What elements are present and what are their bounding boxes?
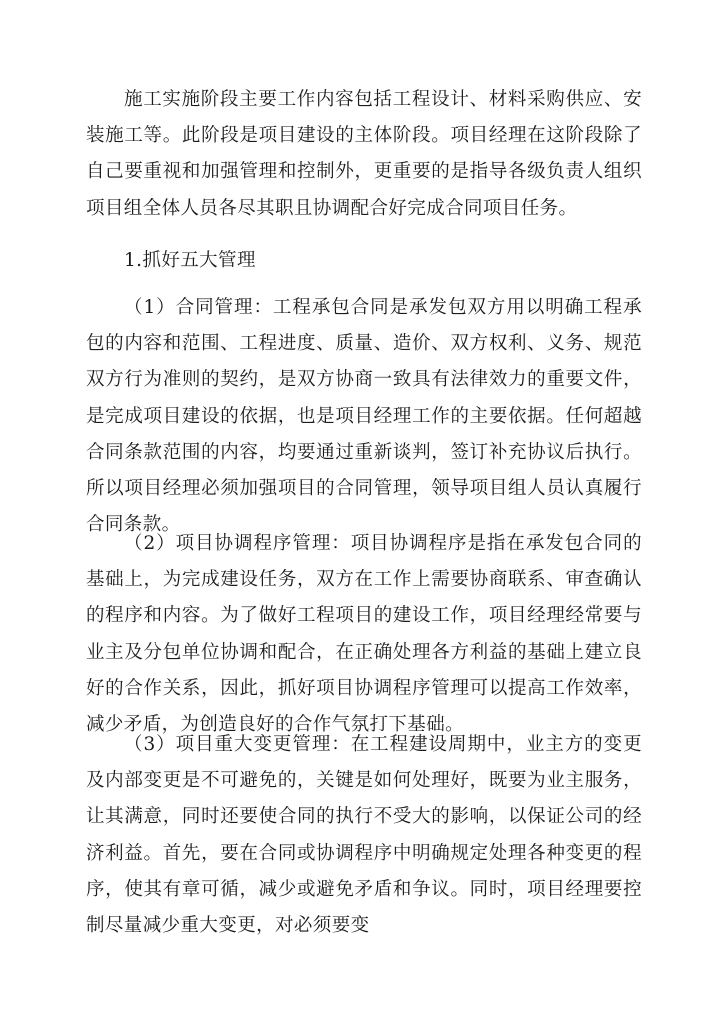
paragraph-contract-management	[86, 290, 642, 543]
section-heading	[124, 243, 680, 279]
section-heading-text: 1.抓好五大管理	[124, 250, 256, 271]
paragraph-text: （1）合同管理：工程承包合同是承发包双方用以明确工程承包的内容和范围、工程进度、质量、造价、双方权利、义务、规范双方行为准则的契约，是双方协商一致具有法律效力的重要文件，是完成项目建设的依据，也是项目经理工作的主要依据。任何超越合同条款范围的内容，均要通过重新谈判，签订补充协议后执行。所以项目经理必须加强项目的合同管理，领导项目组人员认真履行合同条款。	[86, 297, 642, 536]
paragraph-coordination-management	[86, 526, 642, 743]
paragraph-text: （2）项目协调程序管理：项目协调程序是指在承发包合同的基础上，为完成建设任务，双方在工作上需要协商联系、审查确认的程序和内容。为了做好工程项目的建设工作，项目经理经常要与业主及分包单位协调和配合，在正确处理各方利益的基础上建立良好的合作关系，因此，抓好项目协调程序管理可以提高工作效率，减少矛盾，为创造良好的合作气氛打下基础。	[86, 533, 642, 736]
paragraph-text: （3）项目重大变更管理：在工程建设周期中，业主方的变更及内部变更是不可避免的，关键是如何处理好，既要为业主服务，让其满意，同时还要使合同的执行不受大的影响，以保证公司的经济利益。首先，要在合同或协调程序中明确规定处理各种变更的程序，使其有章可循，减少或避免矛盾和争议。同时，项目经理要控制尽量减少重大变更，对必须要变	[86, 734, 642, 937]
paragraph-construction-phase	[86, 82, 642, 227]
paragraph-text: 施工实施阶段主要工作内容包括工程设计、材料采购供应、安装施工等。此阶段是项目建设的主体阶段。项目经理在这阶段除了自己要重视和加强管理和控制外，更重要的是指导各级负责人组织项目组全体人员各尽其职且协调配合好完成合同项目任务。	[86, 89, 642, 219]
paragraph-change-management	[86, 727, 642, 944]
